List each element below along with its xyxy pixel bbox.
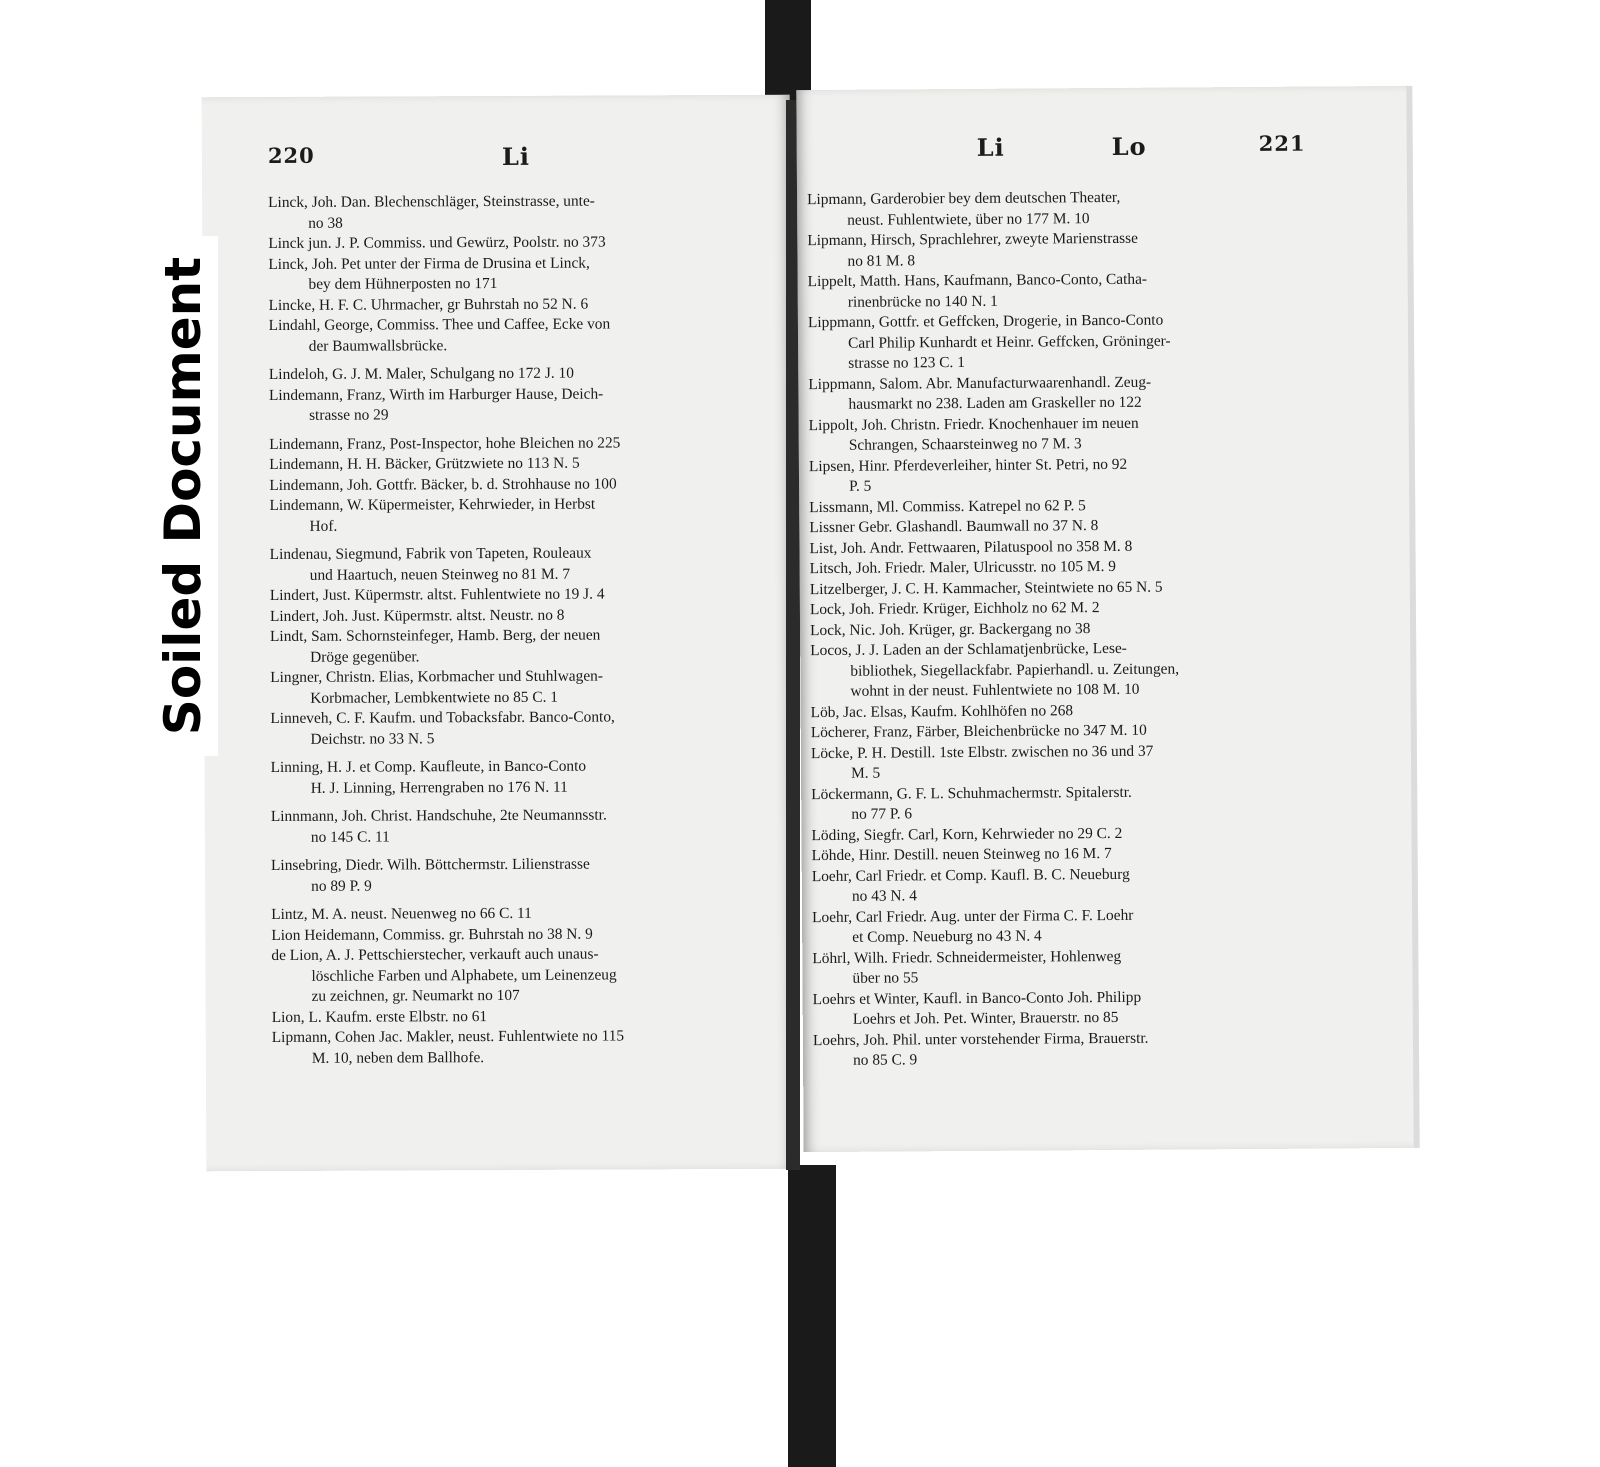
entry-first-line: Lippmann, Salom. Abr. Manufacturwaarenhandl. Zeug- bbox=[808, 373, 1152, 393]
directory-entry bbox=[272, 1006, 624, 1028]
entry-continuation-line: zu zeichnen, gr. Neumarkt no 107 bbox=[311, 986, 520, 1005]
entry-continuation-line: Schrangen, Schaarsteinweg no 7 M. 3 bbox=[848, 435, 1082, 454]
directory-entry bbox=[811, 741, 1180, 785]
directory-entry bbox=[809, 516, 1178, 539]
entry-continuation-line: Dröge gegenüber. bbox=[310, 647, 420, 666]
entry-first-line: Loehrs, Joh. Phil. unter vorstehender Firma, Brauerstr. bbox=[812, 1029, 1149, 1049]
entry-first-line: Lissmann, Ml. Commiss. Katrepel no 62 P. 5 bbox=[809, 496, 1086, 516]
entry-first-line: Linck jun. J. P. Commiss. und Gewürz, Poolstr. no 373 bbox=[268, 233, 606, 252]
directory-entry bbox=[271, 903, 623, 925]
entry-continuation-line: no 145 C. 11 bbox=[310, 827, 390, 846]
right-page bbox=[796, 86, 1419, 1152]
directory-entry bbox=[812, 905, 1181, 949]
right-page-entries bbox=[807, 188, 1182, 1072]
entry-first-line: Loehr, Carl Friedr. Aug. unter der Firma C. F. Loehr bbox=[812, 906, 1134, 926]
directory-entry bbox=[270, 605, 622, 627]
entry-continuation-line: der Baumwallsbrücke. bbox=[308, 336, 448, 355]
entry-first-line: Lindeloh, G. J. M. Maler, Schulgang no 172 J. 10 bbox=[268, 364, 574, 383]
entry-first-line: Lintz, M. A. neust. Neuenweg no 66 C. 11 bbox=[271, 904, 532, 923]
directory-entry bbox=[271, 805, 623, 848]
directory-entry bbox=[808, 372, 1177, 416]
entry-continuation-line: bibliothek, Siegellackfabr. Papierhandl. u. Zeitungen, bbox=[850, 660, 1180, 680]
directory-entry bbox=[810, 598, 1179, 621]
entry-continuation-line: löschliche Farben und Alphabete, um Leinenzeug bbox=[311, 965, 617, 985]
directory-entry bbox=[269, 314, 621, 357]
entry-first-line: Lindt, Sam. Schornsteinfeger, Hamb. Berg, der neuen bbox=[269, 626, 601, 645]
right-page-number: 221 bbox=[1258, 130, 1306, 156]
directory-entry bbox=[269, 294, 621, 316]
directory-entry bbox=[807, 188, 1176, 232]
directory-entry bbox=[269, 474, 621, 496]
directory-entry bbox=[813, 1028, 1182, 1072]
entry-first-line: Lippmann, Gottfr. et Geffcken, Drogerie, in Banco-Conto bbox=[807, 311, 1164, 332]
entry-first-line: Lindemann, Franz, Wirth im Harburger Hause, Deich- bbox=[268, 385, 604, 404]
entry-continuation-line: M. 10, neben dem Ballhofe. bbox=[311, 1048, 485, 1067]
entry-first-line: Lindert, Joh. Just. Küpermstr. altst. Neustr. no 8 bbox=[269, 606, 565, 625]
entry-first-line: Löding, Siegfr. Carl, Korn, Kehrwieder no 29 C. 2 bbox=[811, 824, 1123, 844]
entry-first-line: Löhrl, Wilh. Friedr. Schneidermeister, Hohlenweg bbox=[812, 947, 1122, 967]
directory-entry bbox=[810, 639, 1179, 703]
directory-entry bbox=[269, 384, 621, 427]
directory-entry bbox=[269, 363, 621, 385]
entry-continuation-line: über no 55 bbox=[852, 969, 919, 987]
directory-entry bbox=[269, 433, 621, 455]
directory-entry bbox=[811, 782, 1180, 826]
directory-entry bbox=[810, 557, 1179, 580]
entry-first-line: Lipmann, Hirsch, Sprachlehrer, zweyte Marienstrasse bbox=[807, 229, 1138, 250]
entry-first-line: Lipmann, Garderobier bey dem deutschen Theater, bbox=[807, 188, 1121, 209]
entry-first-line: Lindenau, Siegmund, Fabrik von Tapeten, Rouleaux bbox=[269, 544, 592, 563]
directory-entry bbox=[271, 756, 623, 799]
directory-entry bbox=[811, 700, 1180, 723]
entry-first-line: Linning, H. J. et Comp. Kaufleute, in Banco-Conto bbox=[270, 757, 587, 776]
left-page-number: 220 bbox=[267, 142, 315, 168]
entry-first-line: Lion Heidemann, Commiss. gr. Buhrstah no 38 N. 9 bbox=[271, 925, 593, 944]
directory-entry bbox=[270, 543, 622, 586]
entry-first-line: Lippelt, Matth. Hans, Kaufmann, Banco-Conto, Catha- bbox=[807, 270, 1148, 291]
left-page-header bbox=[202, 141, 790, 174]
entry-first-line: Lindemann, H. H. Bäcker, Grützwiete no 113 N. 5 bbox=[269, 454, 580, 473]
directory-entry bbox=[812, 864, 1181, 908]
entry-continuation-line: et Comp. Neueburg no 43 N. 4 bbox=[852, 927, 1042, 946]
entry-continuation-line: Carl Philip Kunhardt et Heinr. Geffcken, Gröninger- bbox=[848, 332, 1171, 352]
right-page-header bbox=[797, 130, 1407, 164]
directory-entry bbox=[270, 707, 622, 750]
entry-continuation-line: wohnt in der neust. Fuhlentwiete no 108 M. 10 bbox=[850, 680, 1140, 700]
directory-entry bbox=[270, 584, 622, 606]
entry-continuation-line: P. 5 bbox=[849, 477, 872, 495]
entry-first-line: Lindert, Just. Küpermstr. altst. Fuhlentwiete no 19 J. 4 bbox=[269, 585, 605, 604]
entry-first-line: List, Joh. Andr. Fettwaaren, Pilatuspool no 358 M. 8 bbox=[809, 537, 1133, 557]
entry-continuation-line: Hof. bbox=[309, 517, 338, 535]
directory-entry bbox=[809, 413, 1178, 457]
entry-first-line: Lingner, Christn. Elias, Korbmacher und Stuhlwagen- bbox=[270, 667, 604, 686]
right-page-header-left-word: Li bbox=[976, 132, 1005, 162]
directory-entry bbox=[268, 191, 620, 234]
entry-first-line: Lindemann, Franz, Post-Inspector, hohe Bleichen no 225 bbox=[269, 433, 621, 453]
directory-entry bbox=[812, 844, 1181, 867]
entry-first-line: Linck, Joh. Dan. Blechenschläger, Steinstrasse, unte- bbox=[268, 192, 595, 211]
directory-entry bbox=[269, 453, 621, 475]
entry-first-line: Litzelberger, J. C. H. Kammacher, Steintwiete no 65 N. 5 bbox=[809, 578, 1163, 598]
entry-continuation-line: bey dem Hühnerposten no 171 bbox=[308, 274, 498, 293]
entry-first-line: Lissner Gebr. Glashandl. Baumwall no 37 N. 8 bbox=[809, 517, 1099, 537]
entry-first-line: Lindemann, Joh. Gottfr. Bäcker, b. d. Strohhause no 100 bbox=[269, 474, 617, 494]
entry-continuation-line: M. 5 bbox=[851, 764, 881, 782]
entry-continuation-line: neust. Fuhlentwiete, über no 177 M. 10 bbox=[847, 209, 1090, 229]
entry-first-line: Locos, J. J. Laden an der Schlamatjenbrücke, Lese- bbox=[810, 639, 1127, 660]
entry-first-line: Lindahl, George, Commiss. Thee und Caffee, Ecke von bbox=[268, 315, 611, 334]
directory-entry bbox=[808, 311, 1177, 375]
entry-first-line: Linnmann, Joh. Christ. Handschuhe, 2te Neumannsstr. bbox=[270, 806, 607, 825]
directory-entry bbox=[270, 666, 622, 709]
entry-first-line: Lincke, H. F. C. Uhrmacher, gr Buhrstah no 52 N. 6 bbox=[268, 295, 589, 314]
entry-first-line: Löhde, Hinr. Destill. neuen Steinweg no 16 M. 7 bbox=[811, 844, 1112, 865]
entry-first-line: Lock, Nic. Joh. Krüger, gr. Backergang no 38 bbox=[810, 619, 1091, 639]
entry-first-line: Linsebring, Diedr. Wilh. Böttchermstr. Lilienstrasse bbox=[270, 855, 590, 874]
directory-entry bbox=[810, 618, 1179, 641]
directory-entry bbox=[809, 536, 1178, 559]
entry-continuation-line: no 43 N. 4 bbox=[851, 887, 917, 905]
directory-entry bbox=[807, 229, 1176, 273]
directory-entry bbox=[809, 495, 1178, 518]
directory-entry bbox=[811, 823, 1180, 846]
entry-continuation-line: no 81 M. 8 bbox=[847, 251, 916, 270]
directory-entry bbox=[811, 721, 1180, 744]
entry-first-line: Löcherer, Franz, Färber, Bleichenbrücke no 347 M. 10 bbox=[810, 721, 1147, 742]
entry-continuation-line: hausmarkt no 238. Laden am Graskeller no 122 bbox=[848, 393, 1142, 413]
entry-continuation-line: strasse no 29 bbox=[309, 406, 389, 424]
directory-entry bbox=[269, 494, 621, 537]
directory-entry bbox=[270, 625, 622, 668]
directory-entry bbox=[271, 854, 623, 897]
entry-continuation-line: no 89 P. 9 bbox=[311, 877, 372, 895]
directory-entry bbox=[268, 253, 620, 296]
entry-continuation-line: no 77 P. 6 bbox=[851, 805, 913, 823]
directory-entry bbox=[808, 270, 1177, 314]
entry-first-line: Loehr, Carl Friedr. et Comp. Kaufl. B. C. Neueburg bbox=[811, 865, 1130, 885]
entry-continuation-line: no 38 bbox=[308, 214, 343, 232]
soiled-document-stamp: Soiled Document bbox=[154, 256, 212, 736]
left-page-header-word: Li bbox=[501, 141, 530, 171]
entry-continuation-line: Loehrs et Joh. Pet. Winter, Brauerstr. no 85 bbox=[852, 1008, 1119, 1028]
directory-entry bbox=[813, 987, 1182, 1031]
entry-first-line: Lipsen, Hinr. Pferdeverleiher, hinter St. Petri, no 92 bbox=[808, 455, 1128, 475]
entry-first-line: Loehrs et Winter, Kaufl. in Banco-Conto Joh. Philipp bbox=[812, 988, 1142, 1008]
entry-first-line: Lippolt, Joh. Christn. Friedr. Knochenhauer im neuen bbox=[808, 414, 1139, 434]
entry-first-line: Löcke, P. H. Destill. 1ste Elbstr. zwischen no 36 und 37 bbox=[810, 742, 1154, 762]
directory-entry bbox=[268, 232, 620, 254]
entry-continuation-line: und Haartuch, neuen Steinweg no 81 M. 7 bbox=[309, 565, 571, 584]
entry-first-line: Linck, Joh. Pet unter der Firma de Drusina et Linck, bbox=[268, 254, 590, 273]
right-page-header-mid-word: Lo bbox=[1111, 131, 1147, 161]
left-page bbox=[202, 95, 795, 1172]
entry-first-line: Lock, Joh. Friedr. Krüger, Eichholz no 62 M. 2 bbox=[809, 599, 1100, 619]
directory-entry bbox=[271, 944, 624, 1007]
directory-entry bbox=[810, 577, 1179, 600]
entry-first-line: Linneveh, C. F. Kaufm. und Tobacksfabr. Banco-Conto, bbox=[270, 708, 615, 727]
entry-continuation-line: Korbmacher, Lembkentwiete no 85 C. 1 bbox=[310, 688, 559, 707]
entry-continuation-line: Deichstr. no 33 N. 5 bbox=[310, 729, 435, 748]
directory-entry bbox=[812, 946, 1181, 990]
entry-continuation-line: strasse no 123 C. 1 bbox=[848, 353, 965, 372]
entry-first-line: Löb, Jac. Elsas, Kaufm. Kohlhöfen no 268 bbox=[810, 701, 1074, 721]
entry-continuation-line: H. J. Linning, Herrengraben no 176 N. 11 bbox=[310, 778, 568, 797]
directory-entry bbox=[272, 1026, 624, 1069]
binding-strap-bottom bbox=[788, 1165, 836, 1467]
entry-first-line: Löckermann, G. F. L. Schuhmachermstr. Spitalerstr. bbox=[811, 783, 1132, 803]
entry-first-line: Lion, L. Kaufm. erste Elbstr. no 61 bbox=[271, 1007, 488, 1026]
left-page-entries bbox=[268, 191, 624, 1069]
entry-first-line: Litsch, Joh. Friedr. Maler, Ulricusstr. no 105 M. 9 bbox=[809, 557, 1117, 578]
entry-continuation-line: rinenbrücke no 140 N. 1 bbox=[847, 292, 998, 311]
entry-first-line: Lindemann, W. Küpermeister, Kehrwieder, in Herbst bbox=[269, 495, 596, 514]
entry-first-line: Lipmann, Cohen Jac. Makler, neust. Fuhlentwiete no 115 bbox=[271, 1027, 625, 1046]
directory-entry bbox=[271, 924, 623, 946]
entry-continuation-line: no 85 C. 9 bbox=[853, 1051, 918, 1069]
directory-entry bbox=[809, 454, 1178, 498]
entry-first-line: de Lion, A. J. Pettschierstecher, verkauft auch unaus- bbox=[271, 945, 599, 964]
